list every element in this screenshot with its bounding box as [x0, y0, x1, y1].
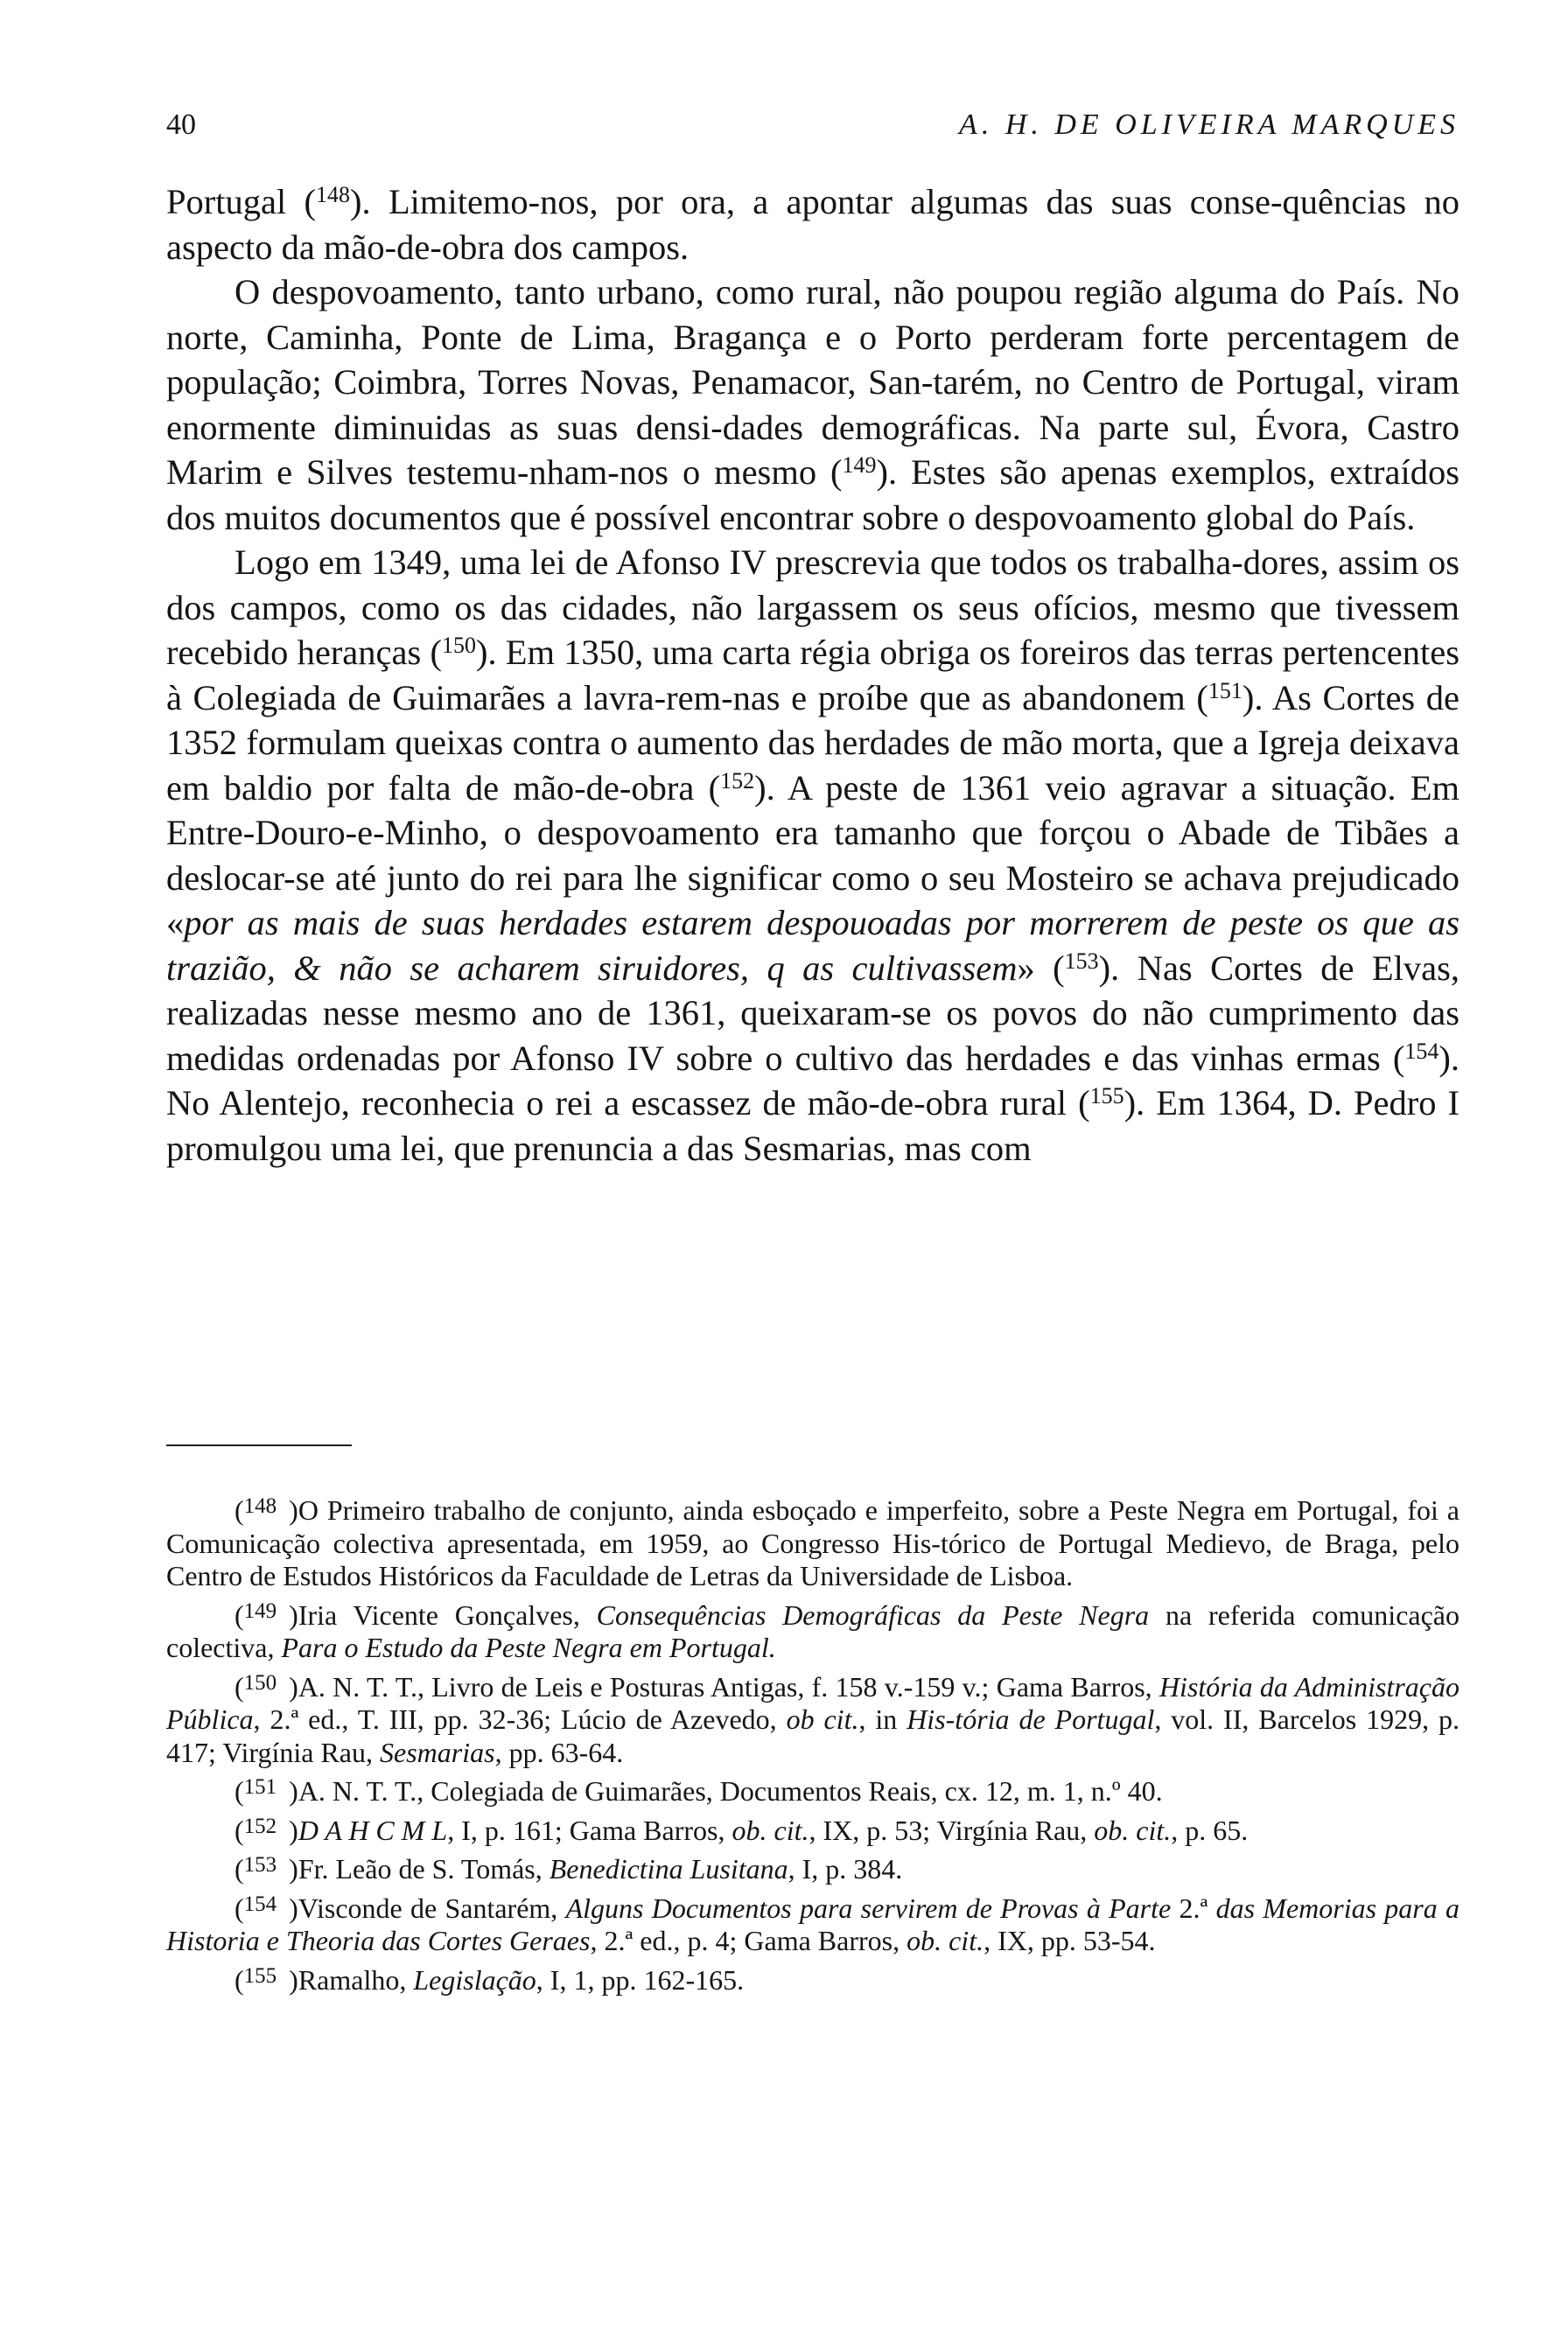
quotation: por as mais de suas herdades estarem despouoadas por morrerem de peste os que as trazião, & não se acharem siruidores, q as cultivassem [166, 903, 1460, 988]
footnote-ref-152: 152 [720, 767, 755, 794]
paragraph-2: O despovoamento, tanto urbano, como rural, não poupou região alguma do País. No norte, Caminha, Ponte de Lima, Bragança e o Porto perderam forte percentagem de população; Coimbra, Torres Novas, Penamacor, San-tarém, no Centro de Portugal, viram enormente diminuidas as suas densi-dades demográficas. Na parte sul, Évora, Castro Marim e Silves testemu-nham-nos o mesmo ($^{149}$). Estes são apenas exemplos, extraídos dos muitos documentos que é possível encontrar sobre o despovoamento global do País. [166, 272, 1460, 537]
footnote-151: ($^{151}$ )A. N. T. T., Colegiada de Guimarães, Documentos Reais, cx. 12, m. 1, n.º 40. [234, 1775, 1163, 1807]
page-number: 40 [166, 108, 196, 141]
footnote-148: ($^{148}$ )O Primeiro trabalho de conjunto, ainda esboçado e imperfeito, sobre a Peste Negra em Portugal, foi a Comunicação colectiva apresentada, em 1959, ao Congresso His-tórico de Portugal Medievo, de Braga, pelo Centro de Estudos Históricos da Faculdade de Letras da Universidade de Lisboa. [166, 1494, 1460, 1591]
running-head: A. H. DE OLIVEIRA MARQUES [959, 108, 1460, 141]
page-header [166, 103, 1460, 147]
footnote-ref-154: 154 [1404, 1038, 1439, 1064]
footnote-number: 148 [243, 1494, 277, 1518]
footnote-number: 150 [243, 1670, 277, 1695]
footnote-ref-153: 153 [1064, 948, 1099, 974]
footnote-ref-151: 151 [1208, 677, 1242, 703]
footnote-number: 152 [243, 1814, 277, 1838]
footnote-152: ($^{152}$ )D A H C M L, I, p. 161; Gama Barros, ob. cit., IX, p. 53; Virgínia Rau, ob. cit., p. 65. [234, 1814, 1249, 1846]
footnote-149: ($^{149}$ )Iria Vicente Gonçalves, Consequências Demográficas da Peste Negra na referida comunicação colectiva, Para o Estudo da Peste Negra em Portugal. [166, 1598, 1460, 1663]
footnote-153: ($^{153}$ )Fr. Leão de S. Tomás, Benedictina Lusitana, I, p. 384. [234, 1853, 903, 1885]
footnote-separator [166, 1444, 352, 1446]
paragraph-3: Logo em 1349, uma lei de Afonso IV prescrevia que todos os trabalha-dores, assim os dos campos, como os das cidades, não largassem os seus ofícios, mesmo que tivessem recebido heranças ($^{150}$). Em 1350, uma carta régia obriga os foreiros das terras pertencentes à Colegiada de Guimarães a lavra-rem-nas e proíbe que as abandonem ($^{151}$). As Cortes de 1352 formulam queixas contra o aumento das herdades de mão morta, que a Igreja deixava em baldio por falta de mão-de-obra ($^{152}$). A peste de 1361 veio agravar a situação. Em Entre-Douro-e-Minho, o despovoamento era tamanho que forçou o Abade de Tibães a deslocar-se até junto do rei para lhe significar como o seu Mosteiro se achava prejudicado «por as mais de suas herdades estarem despouoadas por morrerem de peste os que as trazião, & não se acharem siruidores, q as cultivassem» ($^{153}$). Nas Cortes de Elvas, realizadas nesse mesmo ano de 1361, queixaram-se os povos do não cumprimento das medidas ordenadas por Afonso IV sobre o cultivo das herdades e das vinhas ermas ($^{154}$). No Alentejo, reconhecia o rei a escassez de mão-de-obra rural ($^{155}$). Em 1364, D. Pedro I promulgou uma lei, que prenuncia a das Sesmarias, mas com [166, 542, 1460, 1168]
footnote-ref-150: 150 [441, 633, 476, 658]
footnote-number: 155 [243, 1963, 277, 1988]
footnote-number: 153 [243, 1853, 277, 1877]
footnote-150: ($^{150}$ )A. N. T. T., Livro de Leis e Posturas Antigas, f. 158 v.-159 v.; Gama Barros, História da Administração Pública, 2.ª ed., T. III, pp. 32-36; Lúcio de Azevedo, ob cit., in His-tória de Portugal, vol. II, Barcelos 1929, p. 417; Virgínia Rau, Sesmarias, pp. 63-64. [166, 1670, 1460, 1768]
main-text [166, 179, 1460, 1171]
footnotes [166, 1494, 1460, 2003]
footnote-number: 149 [243, 1598, 277, 1623]
paragraph-1: Portugal ($^{148}$). Limitemo-nos, por ora, a apontar algumas das suas conse-quências no aspecto da mão-de-obra dos campos. [166, 182, 1460, 267]
footnote-154: ($^{154}$ )Visconde de Santarém, Alguns Documentos para servirem de Provas à Parte 2.ª das Memorias para a Historia e Theoria das Cortes Geraes, 2.ª ed., p. 4; Gama Barros, ob. cit., IX, pp. 53-54. [166, 1892, 1460, 1956]
footnote-number: 154 [243, 1892, 277, 1916]
footnote-ref-155: 155 [1089, 1083, 1124, 1109]
footnote-number: 151 [243, 1775, 277, 1799]
footnote-ref-149: 149 [842, 452, 877, 478]
footnote-155: ($^{155}$ )Ramalho, Legislação, I, 1, pp. 162-165. [234, 1963, 745, 1996]
footnote-ref-148: 148 [316, 182, 351, 207]
